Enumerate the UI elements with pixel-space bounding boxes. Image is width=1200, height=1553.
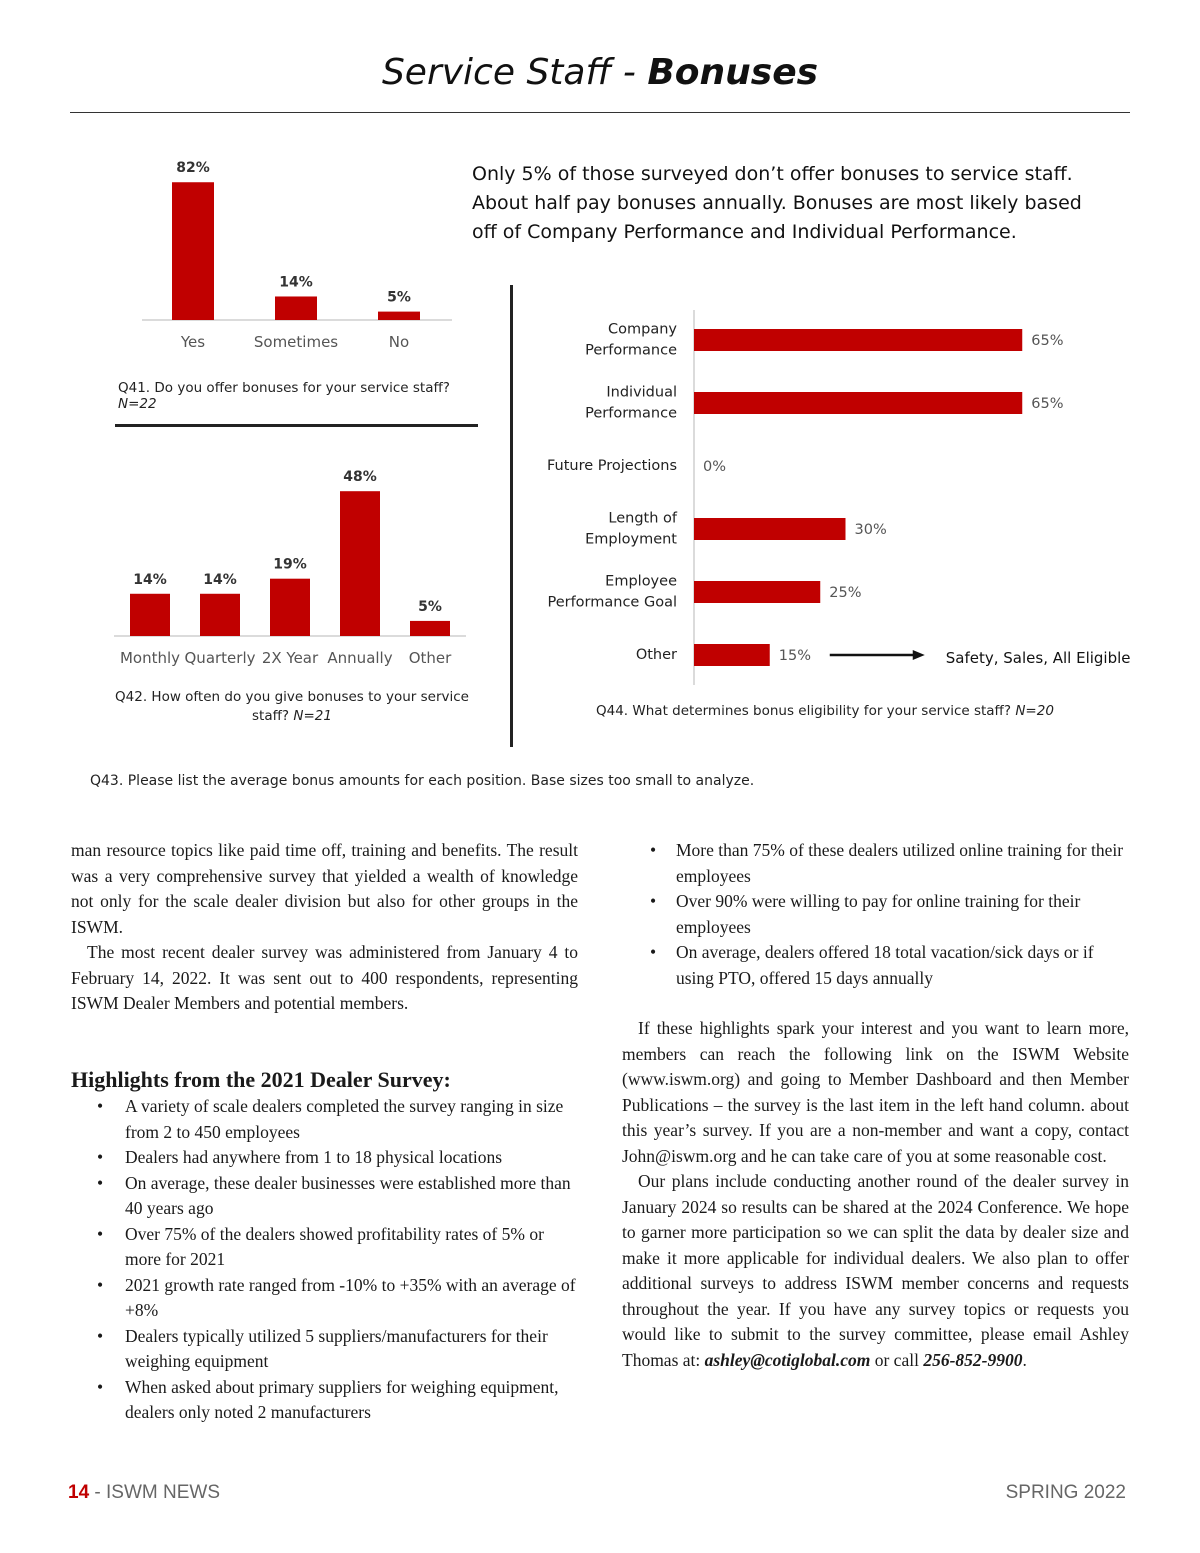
title-rule bbox=[70, 112, 1130, 113]
title-bold: Bonuses bbox=[647, 52, 819, 93]
category-label: Sometimes bbox=[253, 333, 339, 351]
q44-chart bbox=[530, 300, 1130, 690]
category-label: Employment bbox=[585, 531, 677, 548]
end-period: . bbox=[1022, 1349, 1027, 1370]
bar-monthly bbox=[130, 594, 170, 636]
vertical-divider bbox=[510, 285, 513, 747]
page-number: 14 bbox=[68, 1482, 90, 1503]
q41-caption bbox=[118, 380, 488, 412]
category-label: Future Projections bbox=[546, 458, 677, 474]
more-highlights-list bbox=[622, 838, 1129, 991]
hbar-0 bbox=[694, 329, 1022, 351]
category-label: Yes bbox=[180, 333, 206, 351]
q41-chart bbox=[120, 140, 480, 365]
value-label: 14% bbox=[133, 571, 167, 588]
title-regular: Service Staff - bbox=[381, 52, 648, 93]
footer-issue: SPRING 2022 bbox=[1005, 1482, 1126, 1503]
bar-quarterly bbox=[200, 594, 240, 636]
right-para-2-text: Our plans include conducting another round of the dealer survey in January 2024 so results can be shared at the 2024 Conference. We hope to garner more participation so we can split the data by dealer size and make it more applicable for individual dealers. We also plan to offer additional surveys to address ISWM member concerns and requests throughout the year. If you have any survey topics or requests you would like to submit to the survey committee, please email Ashley Thomas at: bbox=[622, 1171, 1129, 1370]
footer-publication: - ISWM NEWS bbox=[89, 1482, 221, 1503]
right-para-1: If these highlights spark your interest and you want to learn more, members can reach the following link on the ISWM Website (www.iswm.org) and going to Member Dashboard and then Member Publications – the survey is the last item in the left hand column. about this year’s survey. If you are a non-member and want a copy, contact John@iswm.org and he can take care of you at some reasonable cost. bbox=[622, 1018, 1129, 1166]
q42-chart bbox=[110, 455, 480, 680]
left-para-1: man resource topics like paid time off, training and benefits. The result was a very comprehensive survey that yielded a wealth of knowledge not only for the scale dealer division but also for other groups in the ISWM. bbox=[71, 840, 578, 937]
value-label: 14% bbox=[279, 274, 313, 291]
category-label: Other bbox=[635, 647, 677, 663]
bar-no bbox=[378, 312, 420, 320]
bar-2x-year bbox=[270, 579, 310, 636]
value-label: 65% bbox=[1031, 396, 1064, 412]
value-label: 82% bbox=[176, 160, 210, 177]
right-column bbox=[622, 838, 1129, 1373]
or-call-text: or call bbox=[870, 1349, 924, 1370]
bar-yes bbox=[172, 182, 214, 320]
q44-caption-text: Q44. What determines bonus eligibility for your service staff? bbox=[596, 703, 1012, 719]
value-label: 15% bbox=[778, 648, 811, 664]
left-column bbox=[71, 838, 578, 1426]
page-title bbox=[0, 52, 1200, 93]
hbar-3 bbox=[694, 518, 846, 540]
bar-annually bbox=[340, 491, 380, 636]
left-para-2: The most recent dealer survey was administered from January 4 to February 14, 2022. It was sent out to 400 respondents, representing ISWM Dealer Members and potential members. bbox=[71, 942, 578, 1013]
category-label: Monthly bbox=[119, 649, 181, 667]
footer-left bbox=[68, 1482, 220, 1504]
list-item: • Dealers had anywhere from 1 to 18 physical locations bbox=[71, 1145, 578, 1171]
intro-text: Only 5% of those surveyed don’t offer bonuses to service staff. About half pay bonuses annually. Bonuses are most likely based off of Company Performance and Individual Performance. bbox=[472, 163, 1082, 243]
value-label: 14% bbox=[203, 571, 237, 588]
value-label: 5% bbox=[418, 598, 442, 615]
highlights-list bbox=[71, 1094, 578, 1426]
hbar-4 bbox=[694, 581, 820, 603]
category-label: Performance bbox=[585, 405, 677, 422]
list-item: • 2021 growth rate ranged from -10% to +35% with an average of +8% bbox=[71, 1273, 578, 1324]
list-item: • Over 90% were willing to pay for online training for their employees bbox=[622, 889, 1129, 940]
hbar-1 bbox=[694, 392, 1022, 414]
q41-chart-svg bbox=[120, 140, 480, 365]
value-label: 5% bbox=[387, 289, 411, 306]
value-label: 48% bbox=[343, 469, 377, 486]
category-label: Quarterly bbox=[184, 649, 256, 667]
list-item: • On average, dealers offered 18 total vacation/sick days or if using PTO, offered 15 days annually bbox=[622, 940, 1129, 991]
list-item: • When asked about primary suppliers for weighing equipment, dealers only noted 2 manufacturers bbox=[71, 1375, 578, 1426]
q44-caption bbox=[596, 703, 1116, 719]
category-label: Length of bbox=[608, 510, 677, 527]
category-label: Performance Goal bbox=[547, 594, 677, 611]
category-label: Annually bbox=[327, 649, 393, 667]
left-chart-divider bbox=[115, 424, 478, 427]
annotation-label: Safety, Sales, All Eligible bbox=[945, 649, 1130, 667]
value-label: 0% bbox=[703, 459, 727, 475]
q43-note: Q43. Please list the average bonus amounts for each position. Base sizes too small to analyze. bbox=[90, 773, 755, 789]
contact-phone[interactable]: 256-852-9900 bbox=[923, 1349, 1023, 1370]
value-label: 65% bbox=[1031, 333, 1064, 349]
bar-sometimes bbox=[275, 296, 317, 320]
value-label: 30% bbox=[854, 522, 887, 538]
list-item: • Over 75% of the dealers showed profitability rates of 5% or more for 2021 bbox=[71, 1222, 578, 1273]
q41-caption-text: Q41. Do you offer bonuses for your service staff? bbox=[118, 380, 450, 396]
category-label: Company bbox=[608, 321, 677, 338]
category-label: Other bbox=[408, 649, 452, 667]
category-label: No bbox=[388, 333, 410, 351]
q41-caption-n: N=22 bbox=[118, 396, 157, 412]
q42-caption-n: N=21 bbox=[293, 708, 332, 724]
category-label: 2X Year bbox=[261, 649, 319, 667]
annotation-arrow-head bbox=[913, 650, 925, 660]
right-para-2 bbox=[622, 1169, 1129, 1373]
bar-other bbox=[410, 621, 450, 636]
list-item: • More than 75% of these dealers utilized online training for their employees bbox=[622, 838, 1129, 889]
category-label: Employee bbox=[605, 573, 677, 590]
list-item: • On average, these dealer businesses were established more than 40 years ago bbox=[71, 1171, 578, 1222]
value-label: 25% bbox=[829, 585, 862, 601]
highlights-heading: Highlights from the 2021 Dealer Survey: bbox=[71, 1066, 451, 1092]
value-label: 19% bbox=[273, 556, 307, 573]
q42-caption-text: Q42. How often do you give bonuses to your service staff? bbox=[115, 689, 469, 724]
contact-email[interactable]: ashley@cotiglobal.com bbox=[704, 1349, 871, 1370]
list-item: • Dealers typically utilized 5 suppliers/manufacturers for their weighing equipment bbox=[71, 1324, 578, 1375]
hbar-5 bbox=[694, 644, 770, 666]
q42-caption bbox=[112, 688, 472, 726]
q42-chart-svg bbox=[110, 455, 480, 680]
category-label: Individual bbox=[606, 384, 677, 401]
q44-caption-n: N=20 bbox=[1015, 703, 1054, 719]
category-label: Performance bbox=[585, 342, 677, 359]
list-item: • A variety of scale dealers completed the survey ranging in size from 2 to 450 employees bbox=[71, 1094, 578, 1145]
q44-chart-svg bbox=[530, 300, 1130, 690]
